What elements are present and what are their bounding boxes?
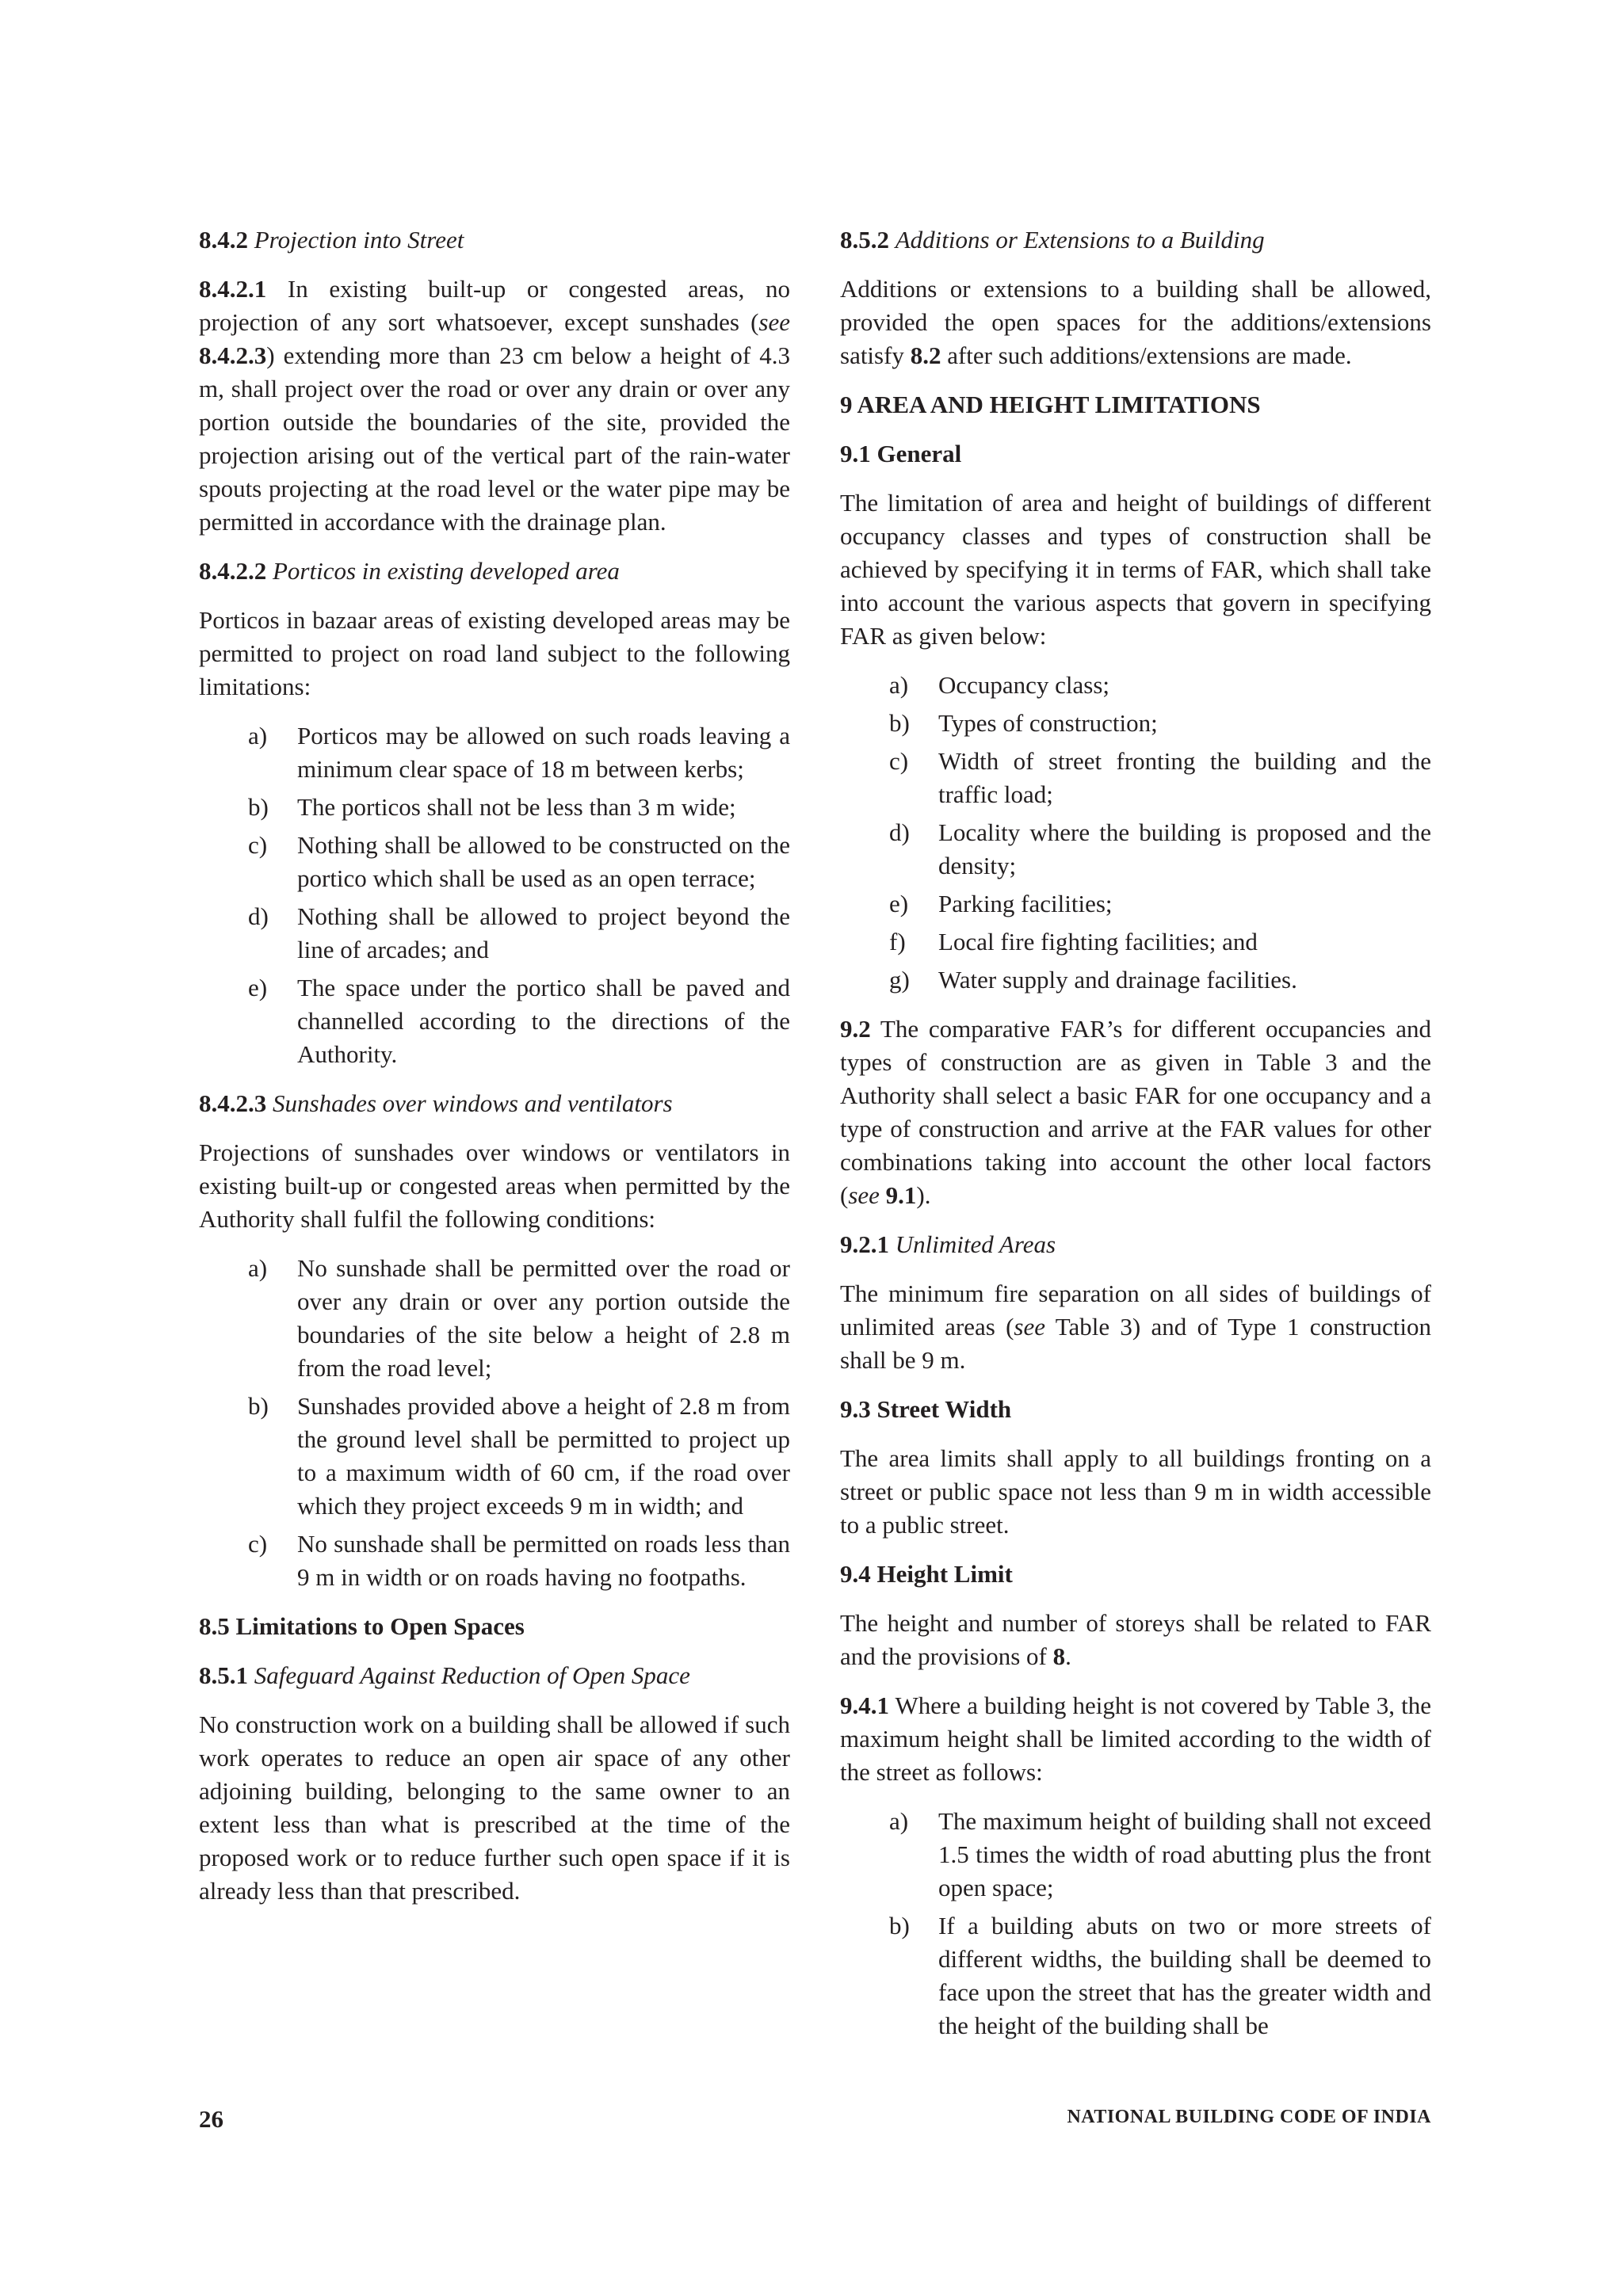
list-item: a) The maximum height of building shall not exceed 1.5 times the width of road abutting plus the front open space;: [889, 1807, 1431, 1901]
list-item: d) Locality where the building is proposed and the density;: [889, 818, 1431, 879]
heading-9-4: 9.4 Height Limit: [840, 1560, 1013, 1588]
right-column: [840, 223, 1431, 2058]
list-item: d) Nothing shall be allowed to project beyond the line of arcades; and: [248, 902, 790, 963]
paragraph-additions: Additions or extensions to a building shall be allowed, provided the open spaces for the additions/extensions satisfy 8.2 after such additions/extensions are made.: [840, 275, 1431, 369]
paragraph-unlimited-areas: The minimum fire separation on all sides of buildings of unlimited areas (see Table 3) and of Type 1 construction shall be 9 m.: [840, 1280, 1432, 1374]
left-column: [199, 223, 790, 1924]
heading-8-5: 8.5 Limitations to Open Spaces: [199, 1612, 525, 1640]
heading-8-5-1: 8.5.1 Safeguard Against Reduction of Open Space: [199, 1661, 690, 1689]
list-item: b) The porticos shall not be less than 3 m wide;: [248, 793, 736, 821]
list-item: b) Types of construction;: [889, 709, 1158, 737]
list-item: f) Local fire fighting facilities; and: [889, 928, 1258, 955]
paragraph-general: The limitation of area and height of buildings of different occupancy classes and types of construction shall be achieved by specifying it in terms of FAR, which shall take into account the various aspects that govern in specifying FAR as given below:: [840, 489, 1431, 650]
heading-8-4-2-2: 8.4.2.2 Porticos in existing developed area: [199, 557, 620, 585]
page-footer: [199, 2105, 1431, 2138]
far-aspects-list: [840, 669, 1431, 997]
heading-8-4-2-3: 8.4.2.3 Sunshades over windows and ventilators: [199, 1089, 673, 1117]
heading-8-4-2: 8.4.2 Projection into Street: [199, 226, 464, 254]
list-item: a) Porticos may be allowed on such roads leaving a minimum clear space of 18 m between kerbs;: [248, 722, 790, 783]
list-item: c) Width of street fronting the building and the traffic load;: [889, 747, 1431, 808]
height-rules-list: [840, 1805, 1431, 2042]
heading-9-3: 9.3 Street Width: [840, 1395, 1012, 1423]
clause-9-2: 9.2 The comparative FAR’s for different occupancies and types of construction are as given in Table 3 and the Authority shall select a basic FAR for one occupancy and a type of construction and arrive at the FAR values for other combinations taking into account the other local factors (see 9.1).: [840, 1015, 1431, 1209]
page-number: 26: [199, 2105, 223, 2133]
heading-9: 9 AREA AND HEIGHT LIMITATIONS: [840, 391, 1261, 418]
heading-8-5-2: 8.5.2 Additions or Extensions to a Building: [840, 226, 1265, 254]
paragraph-porticos: Porticos in bazaar areas of existing developed areas may be permitted to project on road land subject to the following limitations:: [199, 606, 790, 700]
list-item: c) No sunshade shall be permitted on roads less than 9 m in width or on roads having no footpaths.: [248, 1530, 790, 1591]
list-item: b) Sunshades provided above a height of 2.8 m from the ground level shall be permitted to project up to a maximum width of 60 cm, if the road over which they project exceeds 9 m in width; and: [248, 1392, 790, 1520]
paragraph-open-space: No construction work on a building shall be allowed if such work operates to reduce an open air space of any other adjoining building, belonging to the same owner to an extent less than what is prescribed at the time of the proposed work or to reduce further such open space if it is already less than that prescribed.: [199, 1711, 790, 1905]
paragraph-height-limit: The height and number of storeys shall be related to FAR and the provisions of 8.: [840, 1609, 1431, 1670]
list-item: c) Nothing shall be allowed to be constructed on the portico which shall be used as an open terrace;: [248, 831, 790, 892]
list-item: g) Water supply and drainage facilities.: [889, 966, 1297, 994]
list-item: a) Occupancy class;: [889, 671, 1110, 699]
list-item: e) Parking facilities;: [889, 890, 1113, 917]
heading-9-2-1: 9.2.1 Unlimited Areas: [840, 1230, 1056, 1258]
sunshades-list: [199, 1252, 790, 1594]
list-item: b) If a building abuts on two or more streets of different widths, the building shall be deemed to face upon the street that has the greater width and the height of the building shall be: [889, 1912, 1431, 2039]
porticos-list: [199, 719, 790, 1071]
list-item: a) No sunshade shall be permitted over the road or over any drain or over any portion outside the boundaries of the site below a height of 2.8 m from the road level;: [248, 1254, 790, 1382]
list-item: e) The space under the portico shall be paved and channelled according to the directions of the Authority.: [248, 974, 790, 1068]
clause-9-4-1: 9.4.1 Where a building height is not covered by Table 3, the maximum height shall be limited according to the width of the street as follows:: [840, 1691, 1431, 1786]
heading-9-1: 9.1 General: [840, 440, 962, 467]
publication-title: NATIONAL BUILDING CODE OF INDIA: [1067, 2107, 1431, 2127]
paragraph-street-width: The area limits shall apply to all buildings fronting on a street or public space not less than 9 m in width accessible to a public street.: [840, 1444, 1431, 1539]
clause-8-4-2-1: 8.4.2.1 In existing built-up or congested areas, no projection of any sort whatsoever, except sunshades (see 8.4.2.3) extending more than 23 cm below a height of 4.3 m, shall project over the road or over any drain or over any portion outside the boundaries of the site, provided the projection arising out of the vertical part of the rain-water spouts projecting at the road level or the water pipe may be permitted in accordance with the drainage plan.: [199, 275, 790, 536]
paragraph-sunshades: Projections of sunshades over windows or ventilators in existing built-up or congested areas when permitted by the Authority shall fulfil the following conditions:: [199, 1138, 790, 1233]
